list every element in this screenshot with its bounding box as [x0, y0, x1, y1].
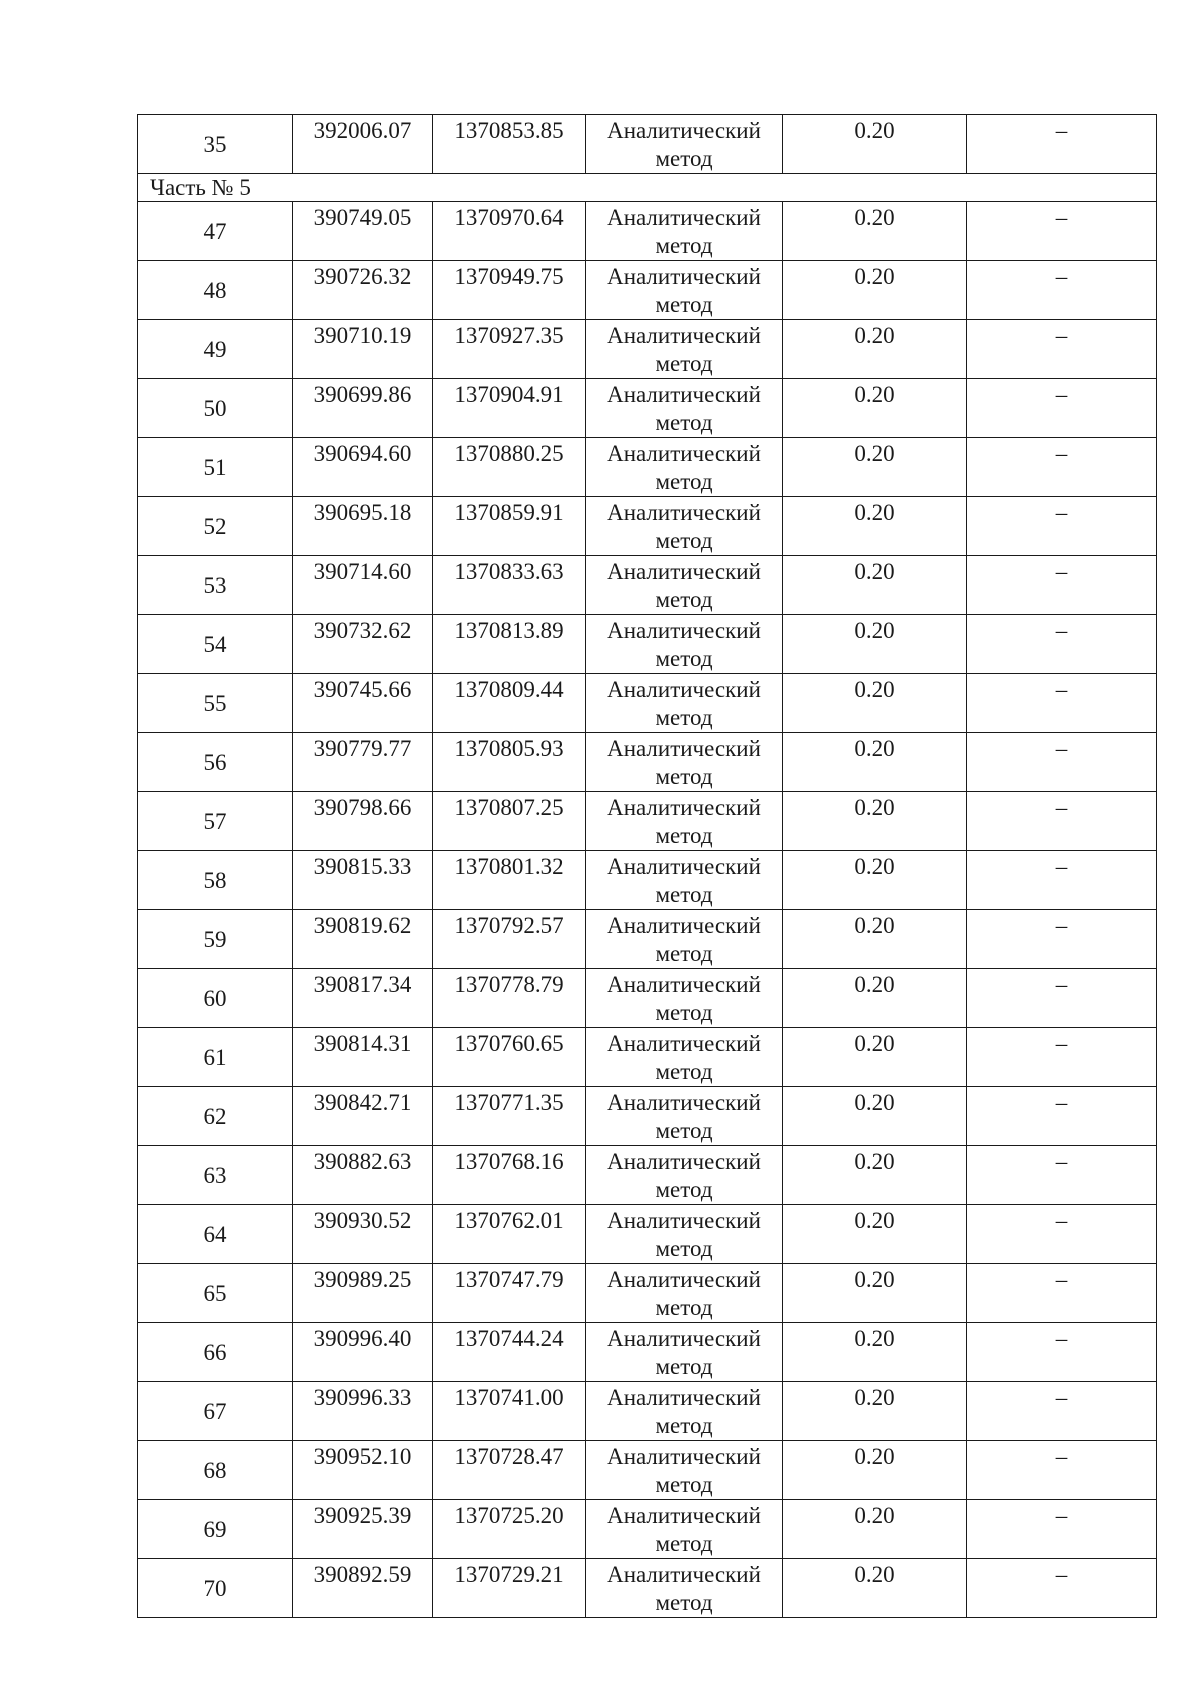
point-number-cell: [138, 1559, 293, 1618]
point-number-cell: [138, 792, 293, 851]
accuracy-cell: 0.20: [783, 1028, 967, 1087]
accuracy-cell: 0.20: [783, 379, 967, 438]
method-line-1: Аналитический: [607, 618, 761, 643]
method-cell: [586, 969, 783, 1028]
point-number-cell: [138, 1500, 293, 1559]
method-line-2: метод: [655, 351, 713, 376]
x-coordinate-cell: 390815.33: [293, 851, 433, 910]
note-cell: –: [967, 438, 1157, 497]
method-line-2: метод: [655, 1059, 713, 1084]
method-cell: [586, 115, 783, 174]
y-coordinate-cell: 1370813.89: [433, 615, 586, 674]
method-line-1: Аналитический: [607, 972, 761, 997]
accuracy-cell: 0.20: [783, 1087, 967, 1146]
method-line-2: метод: [655, 292, 713, 317]
accuracy-cell: 0.20: [783, 615, 967, 674]
note-cell: –: [967, 497, 1157, 556]
method-line-1: Аналитический: [607, 1326, 761, 1351]
point-number-cell: [138, 497, 293, 556]
note-cell: –: [967, 320, 1157, 379]
point-number-cell: [138, 320, 293, 379]
accuracy-cell: 0.20: [783, 969, 967, 1028]
table-row: [138, 1323, 1157, 1382]
x-coordinate-cell: 390819.62: [293, 910, 433, 969]
method-line-1: Аналитический: [607, 795, 761, 820]
table-row: [138, 438, 1157, 497]
x-coordinate-cell: 390710.19: [293, 320, 433, 379]
method-cell: [586, 202, 783, 261]
method-line-2: метод: [655, 233, 713, 258]
y-coordinate-cell: 1370741.00: [433, 1382, 586, 1441]
method-cell: [586, 1146, 783, 1205]
point-number: 68: [203, 1458, 227, 1483]
y-coordinate-cell: 1370801.32: [433, 851, 586, 910]
method-cell: [586, 1264, 783, 1323]
table-row: [138, 969, 1157, 1028]
point-number-cell: [138, 115, 293, 174]
note-cell: –: [967, 1500, 1157, 1559]
x-coordinate-cell: 390714.60: [293, 556, 433, 615]
method-cell: [586, 1559, 783, 1618]
x-coordinate-cell: 390882.63: [293, 1146, 433, 1205]
point-number-cell: [138, 261, 293, 320]
y-coordinate-cell: 1370927.35: [433, 320, 586, 379]
point-number-cell: [138, 556, 293, 615]
x-coordinate-cell: 390989.25: [293, 1264, 433, 1323]
method-line-2: метод: [655, 1354, 713, 1379]
method-cell: [586, 379, 783, 438]
accuracy-cell: 0.20: [783, 1264, 967, 1323]
method-line-2: метод: [655, 528, 713, 553]
accuracy-cell: 0.20: [783, 497, 967, 556]
x-coordinate-cell: 390892.59: [293, 1559, 433, 1618]
method-line-2: метод: [655, 1413, 713, 1438]
method-cell: [586, 1382, 783, 1441]
method-line-1: Аналитический: [607, 118, 761, 143]
table-row: [138, 674, 1157, 733]
method-line-1: Аналитический: [607, 1503, 761, 1528]
method-cell: [586, 1323, 783, 1382]
coordinates-table-body: [138, 115, 1157, 1618]
point-number-cell: [138, 202, 293, 261]
accuracy-cell: 0.20: [783, 1441, 967, 1500]
note-cell: –: [967, 615, 1157, 674]
x-coordinate-cell: 390930.52: [293, 1205, 433, 1264]
method-line-2: метод: [655, 646, 713, 671]
point-number-cell: [138, 674, 293, 733]
method-cell: [586, 1205, 783, 1264]
method-line-2: метод: [655, 1118, 713, 1143]
table-row: [138, 1205, 1157, 1264]
table-row: [138, 1028, 1157, 1087]
point-number-cell: [138, 910, 293, 969]
point-number: 59: [203, 927, 227, 952]
x-coordinate-cell: 390996.33: [293, 1382, 433, 1441]
point-number: 56: [203, 750, 227, 775]
y-coordinate-cell: 1370833.63: [433, 556, 586, 615]
point-number-cell: [138, 615, 293, 674]
method-line-2: метод: [655, 705, 713, 730]
x-coordinate-cell: 390996.40: [293, 1323, 433, 1382]
y-coordinate-cell: 1370728.47: [433, 1441, 586, 1500]
x-coordinate-cell: 390952.10: [293, 1441, 433, 1500]
table-row: [138, 733, 1157, 792]
table-row: [138, 1087, 1157, 1146]
accuracy-cell: 0.20: [783, 202, 967, 261]
method-cell: [586, 1087, 783, 1146]
note-cell: –: [967, 674, 1157, 733]
y-coordinate-cell: 1370809.44: [433, 674, 586, 733]
method-line-2: метод: [655, 941, 713, 966]
note-cell: –: [967, 379, 1157, 438]
point-number-cell: [138, 733, 293, 792]
table-row: [138, 851, 1157, 910]
x-coordinate-cell: 390694.60: [293, 438, 433, 497]
table-row: [138, 910, 1157, 969]
y-coordinate-cell: 1370904.91: [433, 379, 586, 438]
y-coordinate-cell: 1370744.24: [433, 1323, 586, 1382]
point-number: 47: [203, 219, 227, 244]
point-number: 54: [203, 632, 227, 657]
method-line-1: Аналитический: [607, 323, 761, 348]
method-line-2: метод: [655, 1531, 713, 1556]
point-number: 57: [203, 809, 227, 834]
table-row: [138, 320, 1157, 379]
point-number: 69: [203, 1517, 227, 1542]
table-row: [138, 115, 1157, 174]
note-cell: –: [967, 1264, 1157, 1323]
method-line-2: метод: [655, 823, 713, 848]
method-line-2: метод: [655, 882, 713, 907]
method-line-1: Аналитический: [607, 1208, 761, 1233]
y-coordinate-cell: 1370970.64: [433, 202, 586, 261]
note-cell: –: [967, 1028, 1157, 1087]
accuracy-cell: 0.20: [783, 1205, 967, 1264]
note-cell: –: [967, 969, 1157, 1028]
method-cell: [586, 556, 783, 615]
point-number: 50: [203, 396, 227, 421]
method-line-2: метод: [655, 1236, 713, 1261]
point-number-cell: [138, 1264, 293, 1323]
table-row: [138, 792, 1157, 851]
accuracy-cell: 0.20: [783, 261, 967, 320]
y-coordinate-cell: 1370949.75: [433, 261, 586, 320]
table-row: [138, 1146, 1157, 1205]
method-cell: [586, 1441, 783, 1500]
point-number: 64: [203, 1222, 227, 1247]
y-coordinate-cell: 1370771.35: [433, 1087, 586, 1146]
y-coordinate-cell: 1370859.91: [433, 497, 586, 556]
accuracy-cell: 0.20: [783, 438, 967, 497]
point-number: 67: [203, 1399, 227, 1424]
point-number: 61: [203, 1045, 227, 1070]
y-coordinate-cell: 1370768.16: [433, 1146, 586, 1205]
method-line-1: Аналитический: [607, 1444, 761, 1469]
method-cell: [586, 792, 783, 851]
x-coordinate-cell: 390695.18: [293, 497, 433, 556]
method-line-1: Аналитический: [607, 1562, 761, 1587]
method-cell: [586, 320, 783, 379]
x-coordinate-cell: 390798.66: [293, 792, 433, 851]
point-number: 66: [203, 1340, 227, 1365]
method-line-1: Аналитический: [607, 913, 761, 938]
method-line-1: Аналитический: [607, 559, 761, 584]
point-number-cell: [138, 1028, 293, 1087]
table-row: [138, 1559, 1157, 1618]
y-coordinate-cell: 1370778.79: [433, 969, 586, 1028]
point-number-cell: [138, 438, 293, 497]
accuracy-cell: 0.20: [783, 320, 967, 379]
method-line-1: Аналитический: [607, 264, 761, 289]
x-coordinate-cell: 390842.71: [293, 1087, 433, 1146]
table-row: [138, 556, 1157, 615]
point-number: 53: [203, 573, 227, 598]
note-cell: –: [967, 910, 1157, 969]
note-cell: –: [967, 1441, 1157, 1500]
accuracy-cell: 0.20: [783, 1500, 967, 1559]
point-number-cell: [138, 1441, 293, 1500]
method-cell: [586, 851, 783, 910]
accuracy-cell: 0.20: [783, 733, 967, 792]
method-line-2: метод: [655, 1472, 713, 1497]
method-cell: [586, 910, 783, 969]
table-row: [138, 497, 1157, 556]
point-number-cell: [138, 379, 293, 438]
accuracy-cell: 0.20: [783, 1146, 967, 1205]
method-cell: [586, 1028, 783, 1087]
section-title: Часть № 5: [138, 174, 1157, 202]
note-cell: –: [967, 1382, 1157, 1441]
x-coordinate-cell: 390699.86: [293, 379, 433, 438]
method-cell: [586, 438, 783, 497]
method-line-2: метод: [655, 469, 713, 494]
x-coordinate-cell: 390817.34: [293, 969, 433, 1028]
point-number: 70: [203, 1576, 227, 1601]
accuracy-cell: 0.20: [783, 1559, 967, 1618]
method-line-1: Аналитический: [607, 1267, 761, 1292]
note-cell: –: [967, 733, 1157, 792]
y-coordinate-cell: 1370880.25: [433, 438, 586, 497]
point-number: 65: [203, 1281, 227, 1306]
point-number-cell: [138, 1146, 293, 1205]
accuracy-cell: 0.20: [783, 1323, 967, 1382]
method-line-1: Аналитический: [607, 382, 761, 407]
point-number-cell: [138, 1323, 293, 1382]
coordinates-table: [137, 114, 1157, 1618]
method-line-2: метод: [655, 1177, 713, 1202]
table-row: [138, 1382, 1157, 1441]
method-line-1: Аналитический: [607, 1149, 761, 1174]
note-cell: –: [967, 792, 1157, 851]
method-cell: [586, 674, 783, 733]
y-coordinate-cell: 1370807.25: [433, 792, 586, 851]
x-coordinate-cell: 390749.05: [293, 202, 433, 261]
point-number: 62: [203, 1104, 227, 1129]
point-number: 49: [203, 337, 227, 362]
note-cell: –: [967, 261, 1157, 320]
note-cell: –: [967, 1323, 1157, 1382]
note-cell: –: [967, 556, 1157, 615]
method-line-1: Аналитический: [607, 1090, 761, 1115]
method-line-2: метод: [655, 587, 713, 612]
point-number: 35: [203, 132, 227, 157]
accuracy-cell: 0.20: [783, 792, 967, 851]
note-cell: –: [967, 1087, 1157, 1146]
table-row: [138, 261, 1157, 320]
accuracy-cell: 0.20: [783, 556, 967, 615]
table-row: [138, 1441, 1157, 1500]
table-row: [138, 615, 1157, 674]
x-coordinate-cell: 390732.62: [293, 615, 433, 674]
method-line-1: Аналитический: [607, 1385, 761, 1410]
method-line-1: Аналитический: [607, 500, 761, 525]
table-row: [138, 379, 1157, 438]
point-number: 51: [203, 455, 227, 480]
point-number: 63: [203, 1163, 227, 1188]
method-line-1: Аналитический: [607, 736, 761, 761]
y-coordinate-cell: 1370747.79: [433, 1264, 586, 1323]
point-number: 58: [203, 868, 227, 893]
method-cell: [586, 497, 783, 556]
y-coordinate-cell: 1370853.85: [433, 115, 586, 174]
y-coordinate-cell: 1370805.93: [433, 733, 586, 792]
note-cell: –: [967, 851, 1157, 910]
accuracy-cell: 0.20: [783, 115, 967, 174]
note-cell: –: [967, 1146, 1157, 1205]
method-cell: [586, 261, 783, 320]
method-line-1: Аналитический: [607, 441, 761, 466]
note-cell: –: [967, 115, 1157, 174]
table-row: [138, 1500, 1157, 1559]
y-coordinate-cell: 1370725.20: [433, 1500, 586, 1559]
method-cell: [586, 615, 783, 674]
point-number: 48: [203, 278, 227, 303]
y-coordinate-cell: 1370729.21: [433, 1559, 586, 1618]
method-line-1: Аналитический: [607, 205, 761, 230]
point-number-cell: [138, 1205, 293, 1264]
x-coordinate-cell: 390925.39: [293, 1500, 433, 1559]
method-line-2: метод: [655, 146, 713, 171]
method-line-2: метод: [655, 410, 713, 435]
accuracy-cell: 0.20: [783, 851, 967, 910]
y-coordinate-cell: 1370762.01: [433, 1205, 586, 1264]
method-line-2: метод: [655, 1000, 713, 1025]
x-coordinate-cell: 392006.07: [293, 115, 433, 174]
method-cell: [586, 733, 783, 792]
point-number: 55: [203, 691, 227, 716]
point-number-cell: [138, 1382, 293, 1441]
note-cell: –: [967, 1205, 1157, 1264]
method-line-1: Аналитический: [607, 854, 761, 879]
method-line-2: метод: [655, 1295, 713, 1320]
x-coordinate-cell: 390779.77: [293, 733, 433, 792]
table-row: [138, 202, 1157, 261]
x-coordinate-cell: 390726.32: [293, 261, 433, 320]
accuracy-cell: 0.20: [783, 910, 967, 969]
x-coordinate-cell: 390745.66: [293, 674, 433, 733]
y-coordinate-cell: 1370792.57: [433, 910, 586, 969]
section-header-row: [138, 174, 1157, 202]
x-coordinate-cell: 390814.31: [293, 1028, 433, 1087]
method-line-2: метод: [655, 1590, 713, 1615]
y-coordinate-cell: 1370760.65: [433, 1028, 586, 1087]
point-number: 52: [203, 514, 227, 539]
note-cell: –: [967, 1559, 1157, 1618]
accuracy-cell: 0.20: [783, 1382, 967, 1441]
point-number-cell: [138, 969, 293, 1028]
method-line-2: метод: [655, 764, 713, 789]
method-cell: [586, 1500, 783, 1559]
point-number: 60: [203, 986, 227, 1011]
method-line-1: Аналитический: [607, 1031, 761, 1056]
accuracy-cell: 0.20: [783, 674, 967, 733]
method-line-1: Аналитический: [607, 677, 761, 702]
note-cell: –: [967, 202, 1157, 261]
table-row: [138, 1264, 1157, 1323]
point-number-cell: [138, 1087, 293, 1146]
point-number-cell: [138, 851, 293, 910]
